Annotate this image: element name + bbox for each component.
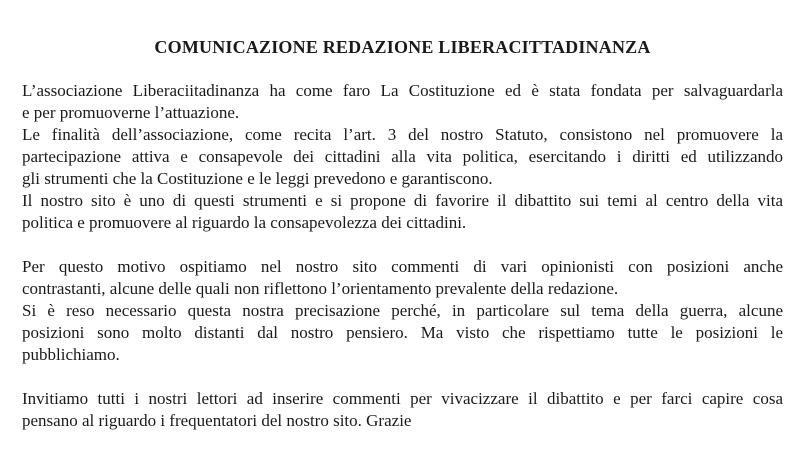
paragraph [22, 388, 783, 432]
text-line: pubblichiamo. [22, 345, 120, 364]
paragraph [22, 190, 783, 234]
document-title: COMUNICAZIONE REDAZIONE LIBERACITTADINANZA [154, 37, 651, 57]
text-line: Il nostro sito è uno di questi strumenti e si propone di favorire il dibattito sui temi al centro della vita [22, 191, 783, 210]
paragraph [22, 300, 783, 366]
paragraph [22, 80, 783, 124]
text-line: posizioni sono molto distanti dal nostro pensiero. Ma visto che rispettiamo tutte le posizioni le [22, 323, 783, 342]
text-line: e per promuoverne l’attuazione. [22, 103, 240, 122]
document-body [22, 80, 783, 432]
text-line: pensano al riguardo i frequentatori del nostro sito. Grazie [22, 411, 412, 430]
text-line: partecipazione attiva e consapevole dei cittadini alla vita politica, esercitando i diritti ed utilizzando [22, 147, 783, 166]
text-line: Invitiamo tutti i nostri lettori ad inserire commenti per vivacizzare il dibattito e per farci capire cosa [22, 389, 783, 408]
text-line: Si è reso necessario questa nostra precisazione perché, in particolare sul tema della guerra, alcune [22, 301, 783, 320]
paragraph [22, 124, 783, 190]
text-line: L’associazione Liberaciitadinanza ha come faro La Costituzione ed è stata fondata per salvaguardarla [22, 81, 783, 100]
text-line: contrastanti, alcune delle quali non riflettono l’orientamento prevalente della redazione. [22, 279, 619, 298]
text-line: gli strumenti che la Costituzione e le leggi prevedono e garantiscono. [22, 169, 493, 188]
text-line: Le finalità dell’associazione, come recita l’art. 3 del nostro Statuto, consistono nel promuovere la [22, 125, 783, 144]
text-line: politica e promuovere al riguardo la consapevolezza dei cittadini. [22, 213, 467, 232]
paragraph [22, 256, 783, 300]
text-line: Per questo motivo ospitiamo nel nostro sito commenti di vari opinionisti con posizioni anche [22, 257, 783, 276]
